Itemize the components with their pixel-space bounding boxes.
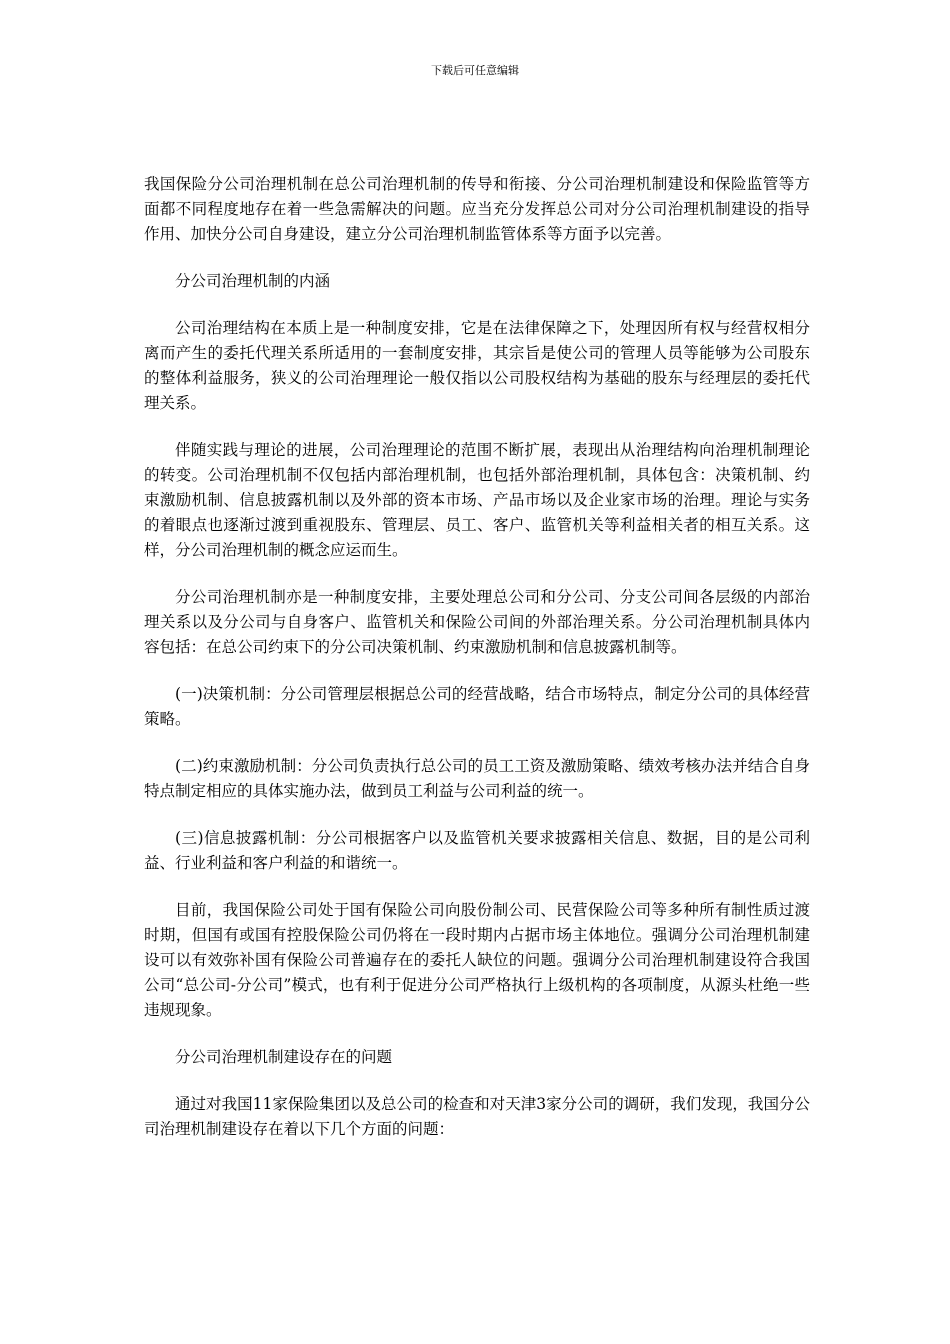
list-item-disclosure-mechanism: (三)信息披露机制：分公司根据客户以及监管机关要求披露相关信息、数据，目的是公司利益、行业利益和客户利益的和谐统一。	[144, 829, 810, 872]
body-paragraph: 通过对我国11家保险集团以及总公司的检查和对天津3家分公司的调研，我们发现，我国分公司治理机制建设存在着以下几个方面的问题：	[144, 1095, 810, 1138]
body-paragraph: 公司治理结构在本质上是一种制度安排，它是在法律保障之下，处理因所有权与经营权相分离而产生的委托代理关系所适用的一套制度安排，其宗旨是使公司的管理人员等能够为公司股东的整体利益服务，狭义的公司治理理论一般仅指以公司股权结构为基础的股东与经理层的委托代理关系。	[144, 319, 810, 412]
page-header: 下载后可任意编辑	[431, 64, 519, 77]
body-paragraph: 分公司治理机制亦是一种制度安排，主要处理总公司和分公司、分支公司间各层级的内部治理关系以及分公司与自身客户、监管机关和保险公司间的外部治理关系。分公司治理机制具体内容包括：在总公司约束下的分公司决策机制、约束激励机制和信息披露机制等。	[144, 588, 810, 656]
intro-paragraph: 我国保险分公司治理机制在总公司治理机制的传导和衔接、分公司治理机制建设和保险监管等方面都不同程度地存在着一些急需解决的问题。应当充分发挥总公司对分公司治理机制建设的指导作用、加快分公司自身建设，建立分公司治理机制监管体系等方面予以完善。	[144, 175, 810, 243]
body-paragraph: 目前，我国保险公司处于国有保险公司向股份制公司、民营保险公司等多种所有制性质过渡时期，但国有或国有控股保险公司仍将在一段时期内占据市场主体地位。强调分公司治理机制建设可以有效弥补国有保险公司普遍存在的委托人缺位的问题。强调分公司治理机制建设符合我国公司“总公司-分公司”模式，也有利于促进分公司严格执行上级机构的各项制度，从源头杜绝一些违规现象。	[144, 901, 810, 1019]
body-paragraph: 伴随实践与理论的进展，公司治理理论的范围不断扩展，表现出从治理结构向治理机制理论的转变。公司治理机制不仅包括内部治理机制，也包括外部治理机制，具体包含：决策机制、约束激励机制、信息披露机制以及外部的资本市场、产品市场以及企业家市场的治理。理论与实务的着眼点也逐渐过渡到重视股东、管理层、员工、客户、监管机关等利益相关者的相互关系。这样，分公司治理机制的概念应运而生。	[144, 441, 810, 559]
list-item-incentive-mechanism: (二)约束激励机制：分公司负责执行总公司的员工工资及激励策略、绩效考核办法并结合自身特点制定相应的具体实施办法，做到员工利益与公司利益的统一。	[144, 757, 810, 800]
document-body	[144, 172, 810, 1164]
section-heading-problems: 分公司治理机制建设存在的问题	[175, 1048, 393, 1066]
list-item-decision-mechanism: (一)决策机制：分公司管理层根据总公司的经营战略，结合市场特点，制定分公司的具体经营策略。	[144, 685, 810, 728]
section-heading-connotation: 分公司治理机制的内涵	[175, 272, 331, 290]
